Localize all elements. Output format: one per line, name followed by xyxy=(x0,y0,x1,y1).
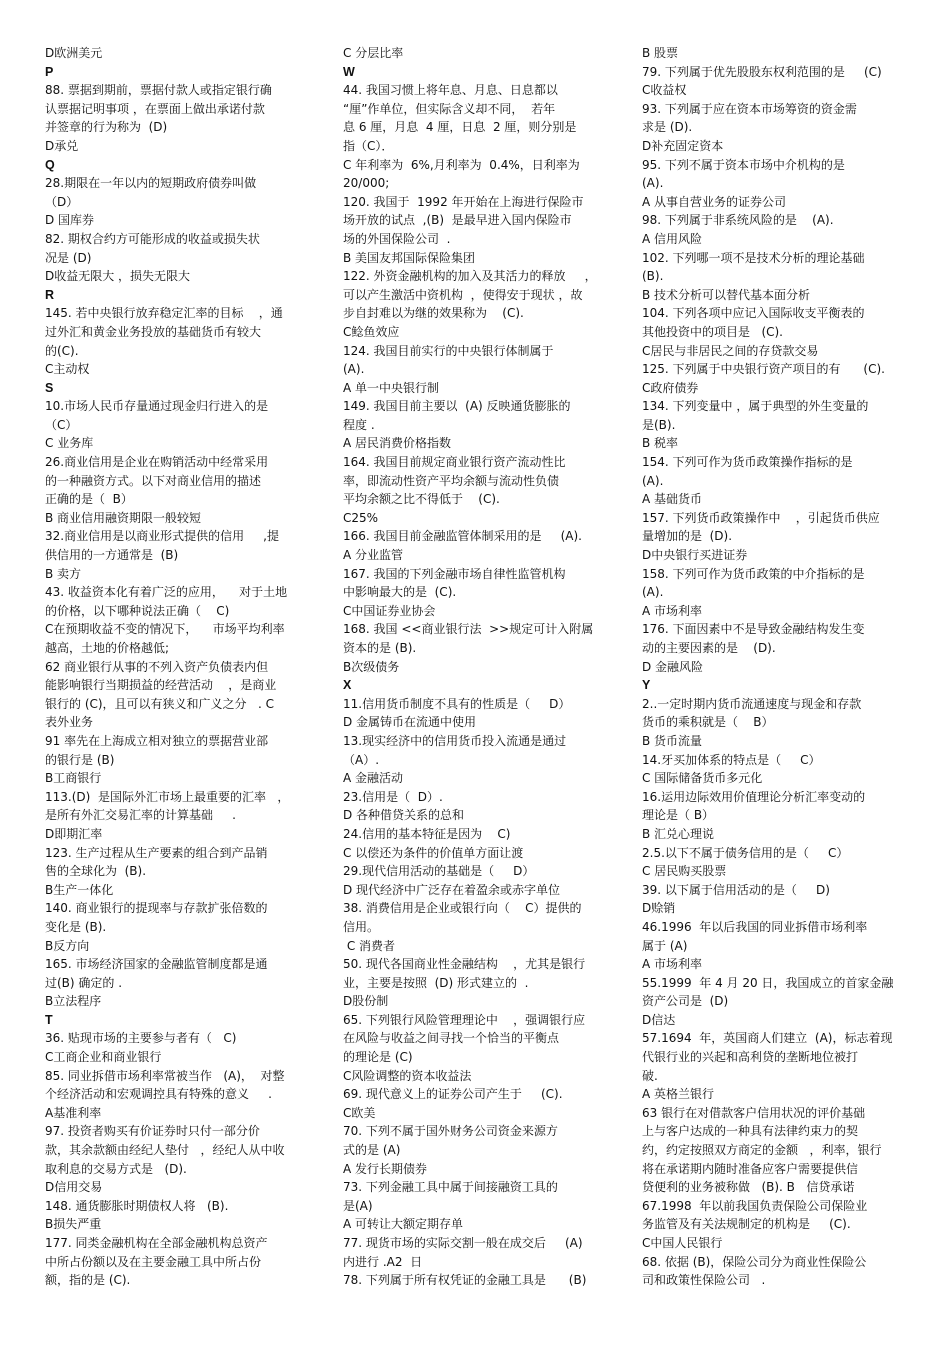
text-line: 贷便利的业务被称做 (B). B 信贷承诺 xyxy=(642,1180,855,1195)
text-line: C主动权 xyxy=(45,362,90,377)
text-line: 内进行 .A2 日 xyxy=(343,1254,423,1269)
text-line: 是所有外汇交易汇率的计算基础 . xyxy=(45,808,236,823)
text-line: C 国际储备货币多元化 xyxy=(642,771,763,786)
text-line: 指（C）． xyxy=(343,138,394,153)
text-line: A 可转让大额定期存单 xyxy=(343,1217,464,1232)
question-text: 65. 下列银行风险管理理论中 ，强调银行应 xyxy=(343,1012,586,1027)
question-text: 63 银行在对借款客户信用状况的评价基础 xyxy=(642,1105,866,1120)
question-text: 113.(D) 是国际外汇市场上最重要的汇率 ， xyxy=(45,789,290,804)
question-text: 11.信用货币制度不具有的性质是（ D） xyxy=(343,696,571,711)
text-line: D 金融风险 xyxy=(642,659,704,674)
question-text: 102. 下列哪一项不是技术分析的理论基础 xyxy=(642,250,865,265)
question-text: 149. 我国目前主要以 (A) 反映通货膨胀的 xyxy=(343,399,571,414)
text-line: B立法程序 xyxy=(45,994,102,1009)
section-letter: X xyxy=(343,678,352,693)
question-text: 140. 商业银行的提现率与存款扩张倍数的 xyxy=(45,901,268,916)
question-text: 134. 下列变量中 ，属于典型的外生变量的 xyxy=(642,399,869,414)
text-line: D赊销 xyxy=(642,901,676,916)
question-text: 79. 下列属于优先股股东权利范围的是 (C) xyxy=(642,64,882,79)
text-line: 息 6 厘，月息 4 厘，日息 2 厘，则分别是 xyxy=(343,120,577,135)
section-letter: S xyxy=(45,380,54,395)
text-line: B损失严重 xyxy=(45,1217,102,1232)
text-line: C收益权 xyxy=(642,83,687,98)
question-text: 36. 贴现市场的主要参与者有（ C) xyxy=(45,1031,237,1046)
text-line: A 金融活动 xyxy=(343,771,404,786)
question-text: 177. 同类金融机构在全部金融机构总资产 xyxy=(45,1236,268,1250)
text-line: 上与客户达成的一种具有法律约束力的契 xyxy=(642,1124,859,1139)
text-line: 并签章的行为称为 (D) xyxy=(45,120,168,135)
text-line: 资产公司是 (D) xyxy=(642,994,729,1009)
question-text: 85. 同业拆借市场利率常被当作 (A)， 对整 xyxy=(45,1068,285,1083)
text-line: D 金属铸币在流通中使用 xyxy=(343,715,477,730)
text-line: “厘”作单位，但实际含义却不同， 若年 xyxy=(343,101,556,116)
text-line: A 从事自营业务的证券公司 xyxy=(642,194,787,209)
question-text: 43. 收益资本化有着广泛的应用， 对于土地 xyxy=(45,585,288,600)
text-line: 在风险与收益之间寻找一个恰当的平衡点 xyxy=(343,1031,560,1046)
text-line: C中国人民银行 xyxy=(642,1236,723,1250)
text-line: A 市场利率 xyxy=(642,603,703,618)
text-line: 越高，土地的价格越低; xyxy=(45,641,170,655)
text-line: C鲶鱼效应 xyxy=(343,324,400,339)
section-letter: R xyxy=(45,287,55,302)
text-line: 其他投资中的项目是 (C). xyxy=(642,324,784,339)
text-line: B 汇兑心理说 xyxy=(642,826,715,841)
section-letter: Q xyxy=(45,157,55,172)
question-text: 168. 我国 <<商业银行法 >>规定可计入附属 xyxy=(343,622,594,637)
text-line: 个经济活动和宏观调控具有特殊的意义 . xyxy=(45,1087,272,1102)
question-text: 13.现实经济中的信用货币投入流通是通过 xyxy=(343,733,567,748)
text-line: 场的外国保险公司 . xyxy=(343,231,451,246)
text-line: B 股票 xyxy=(642,46,679,60)
question-text: 145. 若中央银行放弃稳定汇率的目标 ，通 xyxy=(45,306,283,321)
question-text: 39. 以下属于信用活动的是（ D) xyxy=(642,882,830,897)
question-text: 28.期限在一年以内的短期政府债券叫做 xyxy=(45,176,257,191)
text-line: 况是 (D) xyxy=(45,250,92,265)
question-text: 16.运用边际效用价值理论分析汇率变动的 xyxy=(642,789,866,804)
question-text: 93. 下列属于应在资本市场筹资的资金需 xyxy=(642,101,857,116)
column-right xyxy=(642,44,932,1290)
text-line: D信达 xyxy=(642,1012,676,1027)
text-line: 是(A) xyxy=(343,1198,373,1213)
text-line: 银行的 (C)，且可以有狭义和广义之分 . C xyxy=(45,696,275,711)
question-text: 95. 下列不属于资本市场中介机构的是 xyxy=(642,157,845,172)
text-line: A 基础货币 xyxy=(642,492,703,507)
text-line: 破. xyxy=(642,1068,658,1083)
text-line: 求是 (D). xyxy=(642,120,693,135)
text-line: C 以偿还为条件的价值单方面让渡 xyxy=(343,845,524,860)
question-text: 124. 我国目前实行的中央银行体制属于 xyxy=(343,343,554,358)
text-line: A 单一中央银行制 xyxy=(343,380,440,395)
question-text: 165. 市场经济国家的金融监管制度都是通 xyxy=(45,957,268,972)
question-text: 24.信用的基本特征是因为 C) xyxy=(343,826,511,841)
text-line: 资本的是 (B). xyxy=(343,641,417,655)
text-line: D股份制 xyxy=(343,994,389,1009)
text-line: B生产一体化 xyxy=(45,882,114,897)
text-line: B 税率 xyxy=(642,436,679,451)
text-line: D补充固定资本 xyxy=(642,138,724,153)
question-text: 26.商业信用是企业在购销活动中经常采用 xyxy=(45,455,269,470)
question-text: 164. 我国目前规定商业银行资产流动性比 xyxy=(343,455,566,470)
text-line: 的银行是 (B) xyxy=(45,752,115,767)
question-text: 68. 依据 (B)，保险公司分为商业性保险公 xyxy=(642,1254,867,1269)
text-line: C25% xyxy=(343,510,379,525)
text-line: 取利息的交易方式是 (D). xyxy=(45,1161,187,1176)
question-text: 20/000; xyxy=(343,176,390,191)
text-line: (B). xyxy=(642,269,664,284)
text-line: A 分业监管 xyxy=(343,548,404,563)
text-line: 售的全球化为 (B). xyxy=(45,864,147,879)
text-line: 认票据记明事项 ，在票面上做出承诺付款 xyxy=(45,101,265,116)
text-line: 约，约定按照双方商定的金额 ，利率，银行 xyxy=(642,1143,882,1158)
text-line: A 居民消费价格指数 xyxy=(343,436,452,451)
text-line: D 各种借贷关系的总和 xyxy=(343,808,465,823)
text-line: 率，即流动性资产平均余额与流动性负债 xyxy=(343,473,560,488)
text-line: （C） xyxy=(45,417,78,432)
text-line: 业，主要是按照 (D) 形式建立的 . xyxy=(343,975,529,990)
question-text: 176. 下面因素中不是导致金融结构发生变 xyxy=(642,622,865,637)
text-line: 表外业务 xyxy=(45,715,94,730)
text-line: B 货币流量 xyxy=(642,733,703,748)
text-line: C 年利率为 6%,月利率为 0.4%，日利率为 xyxy=(343,157,580,172)
text-line: C居民与非居民之间的存贷款交易 xyxy=(642,343,819,358)
text-line: 额，指的是 (C). xyxy=(45,1273,131,1288)
question-text: 32.商业信用是以商业形式提供的信用 ,提 xyxy=(45,529,279,544)
question-text: 120. 我国于 1992 年开始在上海进行保险市 xyxy=(343,194,584,209)
text-line: 过外汇和黄金业务投放的基础货币有较大 xyxy=(45,324,262,339)
text-line: D收益无限大 ，损失无限大 xyxy=(45,269,191,284)
text-line: 司和政策性保险公司 . xyxy=(642,1273,766,1288)
text-line: 平均余额之比不得低于 (C). xyxy=(343,492,500,507)
text-line: D欧洲美元 xyxy=(45,46,103,60)
text-line: C在预期收益不变的情况下， 市场平均利率 xyxy=(45,622,285,637)
text-line: D承兑 xyxy=(45,138,79,153)
text-line: C工商企业和商业银行 xyxy=(45,1050,162,1065)
question-text: 55.1999 年 4 月 20 日，我国成立的首家金融 xyxy=(642,975,894,990)
text-line: 是(B). xyxy=(642,417,676,432)
question-text: 73. 下列金融工具中属于间接融资工具的 xyxy=(343,1180,558,1195)
text-line: D即期汇率 xyxy=(45,826,103,841)
question-text: 167. 我国的下列金融市场自律性监管机构 xyxy=(343,566,566,581)
section-letter: T xyxy=(45,1012,53,1027)
question-text: 10.市场人民币存量通过现金归行进入的是 xyxy=(45,399,269,414)
text-line: 将在承诺期内随时准备应客户需要提供信 xyxy=(642,1161,859,1176)
text-line: 理论是（ B） xyxy=(642,808,715,823)
text-line: B 卖方 xyxy=(45,566,82,581)
question-text: 23.信用是（ D）. xyxy=(343,789,443,804)
text-line: 正确的是（ B） xyxy=(45,492,133,507)
text-line: B 商业信用融资期限一般较短 xyxy=(45,510,202,525)
text-line: 式的是 (A) xyxy=(343,1143,401,1158)
text-line: 动的主要因素的是 (D). xyxy=(642,641,776,655)
section-letter: P xyxy=(45,64,54,79)
question-text: 38. 消费信用是企业或银行向（ C）提供的 xyxy=(343,901,582,916)
text-line: B次级债务 xyxy=(343,659,400,674)
question-text: 91 率先在上海成立相对独立的票据营业部 xyxy=(45,733,269,748)
text-line: 程度 . xyxy=(343,417,375,432)
question-text: 98. 下列属于非系统风险的是 (A). xyxy=(642,213,834,228)
question-text: 44. 我国习惯上将年息、月息、日息都以 xyxy=(343,83,558,98)
text-line: （A）. xyxy=(343,752,380,767)
text-line: 务监管及有关法规制定的机构是 (C). xyxy=(642,1217,851,1232)
text-line: D信用交易 xyxy=(45,1180,103,1195)
text-line: 过(B) 确定的 . xyxy=(45,975,123,990)
text-line: A 发行长期债券 xyxy=(343,1161,428,1176)
text-line: B 技术分析可以替代基本面分析 xyxy=(642,287,811,302)
question-text: 67.1998 年以前我国负责保险公司保险业 xyxy=(642,1198,868,1213)
question-text: 104. 下列各项中应记入国际收支平衡表的 xyxy=(642,306,865,321)
question-text: 14.牙买加体系的特点是（ C） xyxy=(642,752,821,767)
text-line: (A). xyxy=(642,176,664,191)
text-line: C中国证券业协会 xyxy=(343,603,436,618)
question-text: 97. 投资者购买有价证券时只付一部分价 xyxy=(45,1124,260,1139)
text-line: 步自封难以为继的效果称为 (C). xyxy=(343,306,524,321)
text-line: 属于 (A) xyxy=(642,938,688,953)
text-line: 能影响银行当期损益的经营活动 ，是商业 xyxy=(45,678,277,693)
text-line: 量增加的是 (D). xyxy=(642,529,733,544)
text-line: 可以产生激活中资机构 ，使得安于现状 ，故 xyxy=(343,287,583,302)
text-line: D中央银行买进证券 xyxy=(642,548,748,563)
text-line: D 现代经济中广泛存在着盈余或赤字单位 xyxy=(343,882,561,897)
text-line: 货币的乘积就是（ B） xyxy=(642,715,774,730)
question-text: 122. 外资金融机构的加入及其活力的释放 ， xyxy=(343,269,597,284)
text-line: A 英格兰银行 xyxy=(642,1087,715,1102)
text-line: （D） xyxy=(45,194,79,209)
text-line: C政府债券 xyxy=(642,380,699,395)
text-line: 代银行业的兴起和高利贷的垄断地位被打 xyxy=(642,1050,859,1065)
text-line: A 市场利率 xyxy=(642,957,703,972)
question-text: 62 商业银行从事的不列入资产负债表内但 xyxy=(45,659,269,674)
text-line: C 业务库 xyxy=(45,436,94,451)
text-line: 款，其余款额由经纪人垫付 ，经纪人从中收 xyxy=(45,1143,285,1158)
column-left xyxy=(45,44,330,1290)
text-line: (A). xyxy=(642,585,664,600)
question-text: 82. 期权合约方可能形成的收益或损失状 xyxy=(45,231,260,246)
text-line: 信用。 xyxy=(343,919,380,934)
text-line: C 消费者 xyxy=(343,938,396,953)
section-letter: Y xyxy=(642,678,651,693)
question-text: 125. 下列属于中央银行资产项目的有 (C). xyxy=(642,362,885,377)
text-line: A 信用风险 xyxy=(642,231,703,246)
question-text: 29.现代信用活动的基础是（ D） xyxy=(343,864,535,879)
question-text: 148. 通货膨胀时期债权人将 (B). xyxy=(45,1198,229,1213)
question-text: 158. 下列可作为货币政策的中介指标的是 xyxy=(642,566,865,581)
text-line: 中所占份额以及在主要金融工具中所占份 xyxy=(45,1254,262,1269)
question-text: 50. 现代各国商业性金融结构 ，尤其是银行 xyxy=(343,957,586,972)
text-line: B工商银行 xyxy=(45,771,102,786)
question-text: 46.1996 年以后我国的同业拆借市场利率 xyxy=(642,919,868,934)
text-line: (A). xyxy=(642,473,664,488)
question-text: 57.1694 年，英国商人们建立 (A)，标志着现 xyxy=(642,1031,893,1046)
text-line: 的价格，以下哪种说法正确（ C) xyxy=(45,603,230,618)
text-line: C风险调整的资本收益法 xyxy=(343,1068,472,1083)
text-line: C欧美 xyxy=(343,1105,376,1120)
text-line: 中影响最大的是 (C). xyxy=(343,585,457,600)
question-text: 154. 下列可作为货币政策操作指标的是 xyxy=(642,455,853,470)
question-text: 123. 生产过程从生产要素的组合到产品销 xyxy=(45,845,268,860)
section-letter: W xyxy=(343,64,355,79)
question-text: 2..一定时期内货币流通速度与现金和存款 xyxy=(642,696,862,711)
text-line: 场开放的试点 ,(B) 是最早进入国内保险市 xyxy=(343,213,572,228)
column-middle xyxy=(343,44,631,1290)
question-text: 78. 下列属于所有权凭证的金融工具是 (B) xyxy=(343,1273,587,1288)
question-text: 2.5.以下不属于债务信用的是（ C） xyxy=(642,845,849,860)
question-text: 166. 我国目前金融监管体制采用的是 (A). xyxy=(343,529,582,544)
text-line: A基准利率 xyxy=(45,1105,102,1120)
text-line: D 国库券 xyxy=(45,213,95,228)
question-text: 157. 下列货币政策操作中 ，引起货币供应 xyxy=(642,510,880,525)
text-line: 的一种融资方式。以下对商业信用的描述 xyxy=(45,473,262,488)
text-line: (A). xyxy=(343,362,365,377)
text-line: 变化是 (B). xyxy=(45,919,107,934)
text-line: 供信用的一方通常是 (B) xyxy=(45,548,179,563)
text-line: 的理论是 (C) xyxy=(343,1050,413,1065)
question-text: 70. 下列不属于国外财务公司资金来源方 xyxy=(343,1124,558,1139)
text-line: B 美国友邦国际保险集团 xyxy=(343,250,476,265)
question-text: 77. 现货市场的实际交割一般在成交后 (A) xyxy=(343,1236,583,1250)
text-line: C 居民购买股票 xyxy=(642,864,727,879)
text-line: 的(C). xyxy=(45,343,79,358)
question-text: 88. 票据到期前，票据付款人或指定银行确 xyxy=(45,83,272,98)
question-text: 69. 现代意义上的证券公司产生于 (C). xyxy=(343,1087,563,1102)
text-line: C 分层比率 xyxy=(343,46,404,60)
text-line: B反方向 xyxy=(45,938,90,953)
